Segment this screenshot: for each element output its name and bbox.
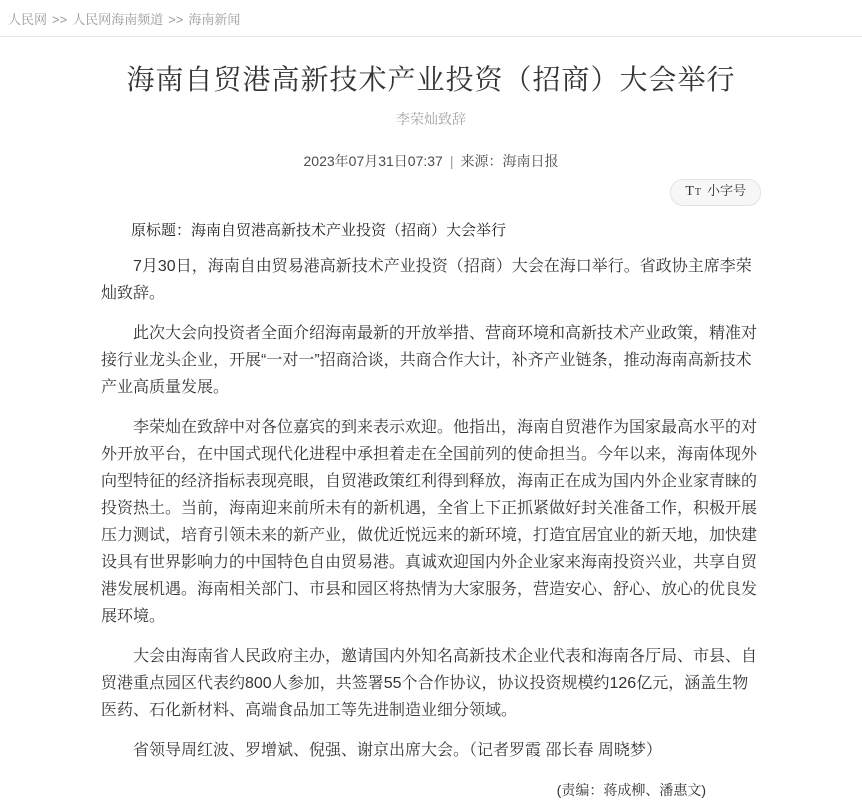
breadcrumb-link-home[interactable]: 人民网 [8,12,48,27]
article-paragraph: 省领导周红波、罗增斌、倪强、谢京出席大会。（记者罗霞 邵长春 周晓梦） [133,742,662,759]
source-label: 来源： [460,153,503,169]
font-size-button[interactable] [670,179,761,206]
editor-credit: (责编：蒋成柳、潘惠文) [556,782,706,798]
article-paragraph: 7月30日，海南自由贸易港高新技术产业投资（招商）大会在海口举行。省政协主席李荣灿致辞。 [101,258,752,302]
publish-time: 2023年07月31日07:37 [303,153,443,169]
breadcrumb-link-hainan-news[interactable]: 海南新闻 [188,12,241,27]
original-title: 原标题：海南自贸港高新技术产业投资（招商）大会举行 [131,222,507,239]
article-body [101,253,761,764]
article-paragraph: 大会由海南省人民政府主办，邀请国内外知名高新技术企业代表和海南各厅局、市县、自贸港重点园区代表约800人参加，共签署55个合作协议，协议投资规模约126亿元，涵盖生物医药、石化新材料、高端食品加工等先进制造业细分领域。 [101,648,758,719]
article-toolbar [101,179,761,206]
article-container [101,63,761,800]
breadcrumb-separator: >> [168,12,184,27]
article-subtitle: 李荣灿致辞 [396,111,466,127]
breadcrumb [0,0,862,37]
article-paragraph: 李荣灿在致辞中对各位嘉宾的到来表示欢迎。他指出，海南自贸港作为国家最高水平的对外开放平台，在中国式现代化进程中承担着走在全国前列的使命担当。今年以来，海南体现外向型特征的经济指标表现亮眼，自贸港政策红利得到释放，海南正在成为国内外企业家青睐的投资热土。当前，海南迎来前所未有的新机遇，全省上下正抓紧做好封关准备工作，积极开展压力测试，培育引领未来的新产业，做优近悦远来的新环境，打造宜居宜业的新天地，加快建设具有世界影响力的中国特色自由贸易港。真诚欢迎国内外企业家来海南投资兴业，共享自贸港发展机遇。海南相关部门、市县和园区将热情为大家服务，营造安心、舒心、放心的优良发展环境。 [101,419,758,625]
breadcrumb-link-hainan-channel[interactable]: 人民网海南频道 [72,12,164,27]
meta-separator: | [449,153,454,169]
article-meta [101,151,761,171]
font-size-icon-small: T [694,187,701,198]
article-paragraph: 此次大会向投资者全面介绍海南最新的开放举措、营商环境和高新技术产业政策，精准对接行业龙头企业，开展“一对一”招商洽谈，共商合作大计，补齐产业链条，推动海南高新技术产业高质量发展。 [101,325,758,396]
page-title: 海南自贸港高新技术产业投资（招商）大会举行 [126,64,736,95]
source-link[interactable]: 海南日报 [502,153,559,169]
font-size-button-label: 小字号 [706,183,746,198]
font-size-icon: T [685,184,694,199]
breadcrumb-separator: >> [52,12,68,27]
